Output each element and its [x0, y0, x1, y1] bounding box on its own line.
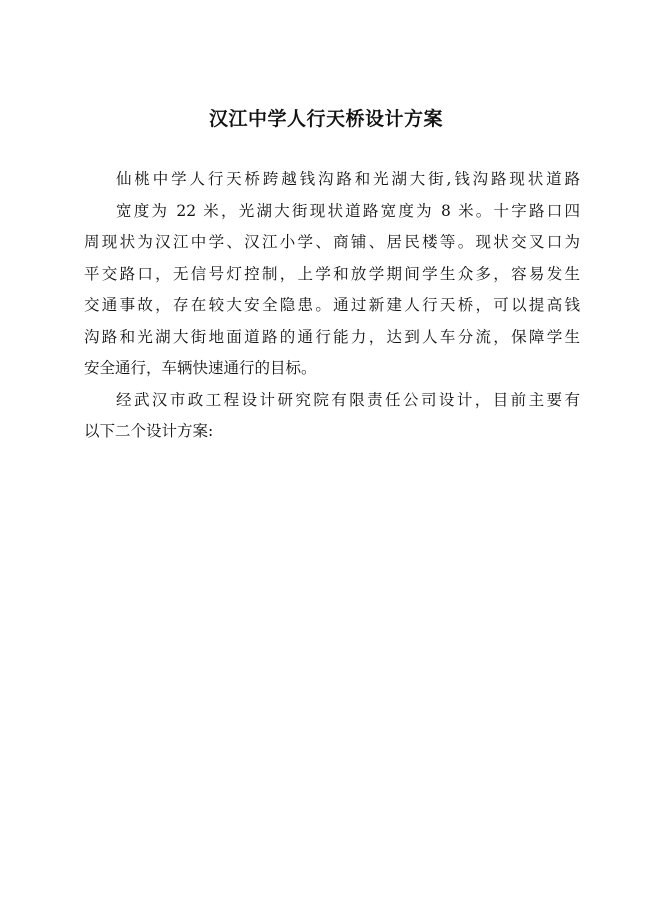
text-line: 宽度为 22 米，光湖大街现状道路宽度为 8 米。十字路口四 [116, 201, 580, 220]
paragraph [84, 164, 580, 385]
document-body [84, 164, 580, 448]
text-line: 仙桃中学人行天桥跨越钱沟路和光湖大街,钱沟路现状道路 [116, 170, 580, 188]
paragraph [84, 385, 580, 448]
text-line: 平交路口，无信号灯控制，上学和放学期间学生众多，容易发生 [84, 264, 580, 283]
text-line: 交通事故，存在较大安全隐患。通过新建人行天桥，可以提高钱 [84, 296, 580, 314]
document-title: 汉江中学人行天桥设计方案 [208, 108, 443, 130]
text-line: 以下二个设计方案: [84, 422, 214, 440]
text-line: 周现状为汉江中学、汉江小学、商铺、居民楼等。现状交叉口为 [84, 233, 580, 251]
text-line: 安全通行，车辆快速通行的目标。 [84, 359, 317, 377]
text-line: 经武汉市政工程设计研究院有限责任公司设计，目前主要有 [116, 390, 580, 409]
text-line: 沟路和光湖大街地面道路的通行能力，达到人车分流，保障学生 [84, 327, 580, 346]
